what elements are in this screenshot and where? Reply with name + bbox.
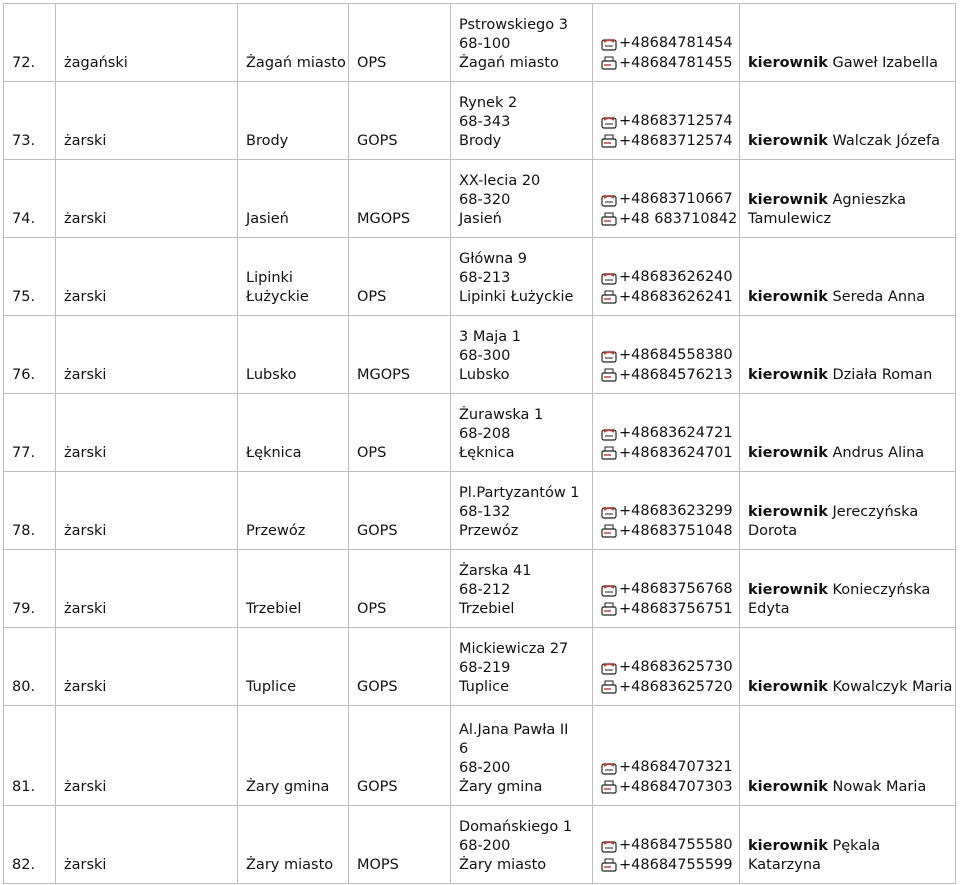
address-cell — [451, 238, 593, 316]
phone-number: +48683712574 — [619, 132, 733, 149]
gmina-cell: Lipinki Łużyckie — [238, 238, 349, 316]
contact-cell — [740, 82, 956, 160]
phone-icon — [601, 427, 617, 441]
row-number: 76. — [4, 316, 56, 394]
phone-number: +48683625720 — [619, 678, 733, 695]
phone-number: +48683624701 — [619, 444, 733, 461]
powiat-cell: żarski — [56, 806, 238, 884]
role-label: kierownik — [748, 582, 828, 598]
fax-icon — [601, 134, 617, 148]
contact-cell — [740, 806, 956, 884]
contact-name: Kowalczyk Maria — [832, 679, 953, 695]
phone-number: +48683756751 — [619, 600, 733, 617]
address-line: Główna 9 — [459, 251, 527, 267]
contact-name: Agnieszka Tamulewicz — [748, 192, 906, 227]
phone-line — [601, 502, 739, 522]
fax-line — [601, 600, 739, 620]
address-cell — [451, 4, 593, 82]
row-number: 81. — [4, 706, 56, 806]
contact-cell — [740, 316, 956, 394]
powiat-cell: żarski — [56, 394, 238, 472]
phones-cell — [593, 82, 740, 160]
phone-line — [601, 836, 739, 856]
contact-name: Gaweł Izabella — [832, 55, 938, 71]
phone-number: +48683624721 — [619, 425, 733, 442]
unit-type-cell: OPS — [349, 238, 451, 316]
contact-name: Jereczyńska Dorota — [748, 504, 919, 539]
phones-cell — [593, 4, 740, 82]
row-number: 78. — [4, 472, 56, 550]
address-line: Tuplice — [459, 679, 509, 695]
phone-number: +48684755599 — [619, 856, 733, 873]
fax-line — [601, 288, 739, 308]
phone-icon — [601, 761, 617, 775]
unit-type-cell: GOPS — [349, 628, 451, 706]
gmina-cell: Żary gmina — [238, 706, 349, 806]
contact-cell — [740, 394, 956, 472]
contact-cell — [740, 472, 956, 550]
phone-line — [601, 346, 739, 366]
address-line: Mickiewicza 27 — [459, 641, 569, 657]
phone-icon — [601, 193, 617, 207]
address-cell — [451, 550, 593, 628]
role-label: kierownik — [748, 445, 828, 461]
gmina-cell: Jasień — [238, 160, 349, 238]
contact-cell — [740, 160, 956, 238]
powiat-cell: żarski — [56, 160, 238, 238]
phone-line — [601, 190, 739, 210]
contact-cell — [740, 550, 956, 628]
role-label: kierownik — [748, 504, 828, 520]
address-cell — [451, 628, 593, 706]
contact-name: Sereda Anna — [832, 289, 926, 305]
phone-number: +48683712574 — [619, 113, 733, 130]
fax-icon — [601, 780, 617, 794]
powiat-cell: żarski — [56, 628, 238, 706]
table-row — [4, 550, 956, 628]
address-line: 68-213 — [459, 270, 511, 286]
row-number: 75. — [4, 238, 56, 316]
gmina-cell: Łęknica — [238, 394, 349, 472]
address-cell — [451, 472, 593, 550]
fax-line — [601, 54, 739, 74]
phone-number: +48684707303 — [619, 778, 733, 795]
address-line: Rynek 2 — [459, 95, 518, 111]
role-label: kierownik — [748, 367, 828, 383]
table-row — [4, 82, 956, 160]
address-line: Al.Jana Pawła II — [459, 722, 569, 738]
phone-number: +48683626240 — [619, 269, 733, 286]
phone-number: +48684576213 — [619, 366, 733, 383]
table-body — [4, 4, 956, 884]
row-number: 82. — [4, 806, 56, 884]
row-number: 80. — [4, 628, 56, 706]
fax-icon — [601, 56, 617, 70]
phones-cell — [593, 628, 740, 706]
unit-type-cell: GOPS — [349, 82, 451, 160]
powiat-cell: żarski — [56, 706, 238, 806]
gmina-cell: Brody — [238, 82, 349, 160]
table-row — [4, 706, 956, 806]
unit-type-cell: GOPS — [349, 706, 451, 806]
unit-type-cell: OPS — [349, 4, 451, 82]
address-line: 68-208 — [459, 426, 511, 442]
phone-line — [601, 658, 739, 678]
row-number: 72. — [4, 4, 56, 82]
unit-type-cell: OPS — [349, 394, 451, 472]
phone-number: +48684558380 — [619, 347, 733, 364]
phone-icon — [601, 37, 617, 51]
powiat-cell: żarski — [56, 550, 238, 628]
address-cell — [451, 82, 593, 160]
address-line: 68-320 — [459, 192, 511, 208]
row-number: 79. — [4, 550, 56, 628]
fax-icon — [601, 524, 617, 538]
phone-number: +48683623299 — [619, 503, 733, 520]
address-cell — [451, 160, 593, 238]
phone-line — [601, 424, 739, 444]
phone-icon — [601, 115, 617, 129]
address-line: Żary gmina — [459, 779, 543, 795]
address-line: Domańskiego 1 — [459, 819, 573, 835]
powiat-cell: żarski — [56, 316, 238, 394]
row-number: 73. — [4, 82, 56, 160]
fax-line — [601, 132, 739, 152]
address-line: Trzebiel — [459, 601, 515, 617]
address-line: 68-212 — [459, 582, 511, 598]
fax-line — [601, 778, 739, 798]
address-line: Przewóz — [459, 523, 519, 539]
phone-number: +48684707321 — [619, 759, 733, 776]
fax-line — [601, 366, 739, 386]
phone-icon — [601, 661, 617, 675]
role-label: kierownik — [748, 838, 828, 854]
powiat-cell: żagański — [56, 4, 238, 82]
fax-icon — [601, 858, 617, 872]
phones-cell — [593, 472, 740, 550]
contact-name: Walczak Józefa — [832, 133, 940, 149]
address-line: Lubsko — [459, 367, 510, 383]
phone-icon — [601, 583, 617, 597]
address-line: Żary miasto — [459, 857, 547, 873]
address-line: Żurawska 1 — [459, 407, 544, 423]
address-line: 68-300 — [459, 348, 511, 364]
phone-number: +48684781454 — [619, 35, 733, 52]
phone-line — [601, 758, 739, 778]
unit-type-cell: OPS — [349, 550, 451, 628]
phone-number: +48683626241 — [619, 288, 733, 305]
address-line: Łęknica — [459, 445, 515, 461]
fax-line — [601, 678, 739, 698]
phone-icon — [601, 271, 617, 285]
table-row — [4, 238, 956, 316]
unit-type-cell: MOPS — [349, 806, 451, 884]
powiat-cell: żarski — [56, 238, 238, 316]
phone-number: +48683710667 — [619, 191, 733, 208]
contact-name: Andrus Alina — [832, 445, 925, 461]
phones-cell — [593, 394, 740, 472]
phones-cell — [593, 160, 740, 238]
address-line: Żarska 41 — [459, 563, 532, 579]
address-line: Brody — [459, 133, 502, 149]
fax-icon — [601, 680, 617, 694]
contact-cell — [740, 628, 956, 706]
gmina-cell: Trzebiel — [238, 550, 349, 628]
role-label: kierownik — [748, 192, 828, 208]
address-line: Pstrowskiego 3 — [459, 17, 568, 33]
phone-number: +48 683710842 — [619, 210, 738, 227]
contact-name: Nowak Maria — [832, 779, 927, 795]
phones-cell — [593, 316, 740, 394]
unit-type-cell: MGOPS — [349, 160, 451, 238]
table-row — [4, 394, 956, 472]
phones-cell — [593, 806, 740, 884]
phone-line — [601, 268, 739, 288]
table-row — [4, 628, 956, 706]
table-row — [4, 472, 956, 550]
unit-type-cell: GOPS — [349, 472, 451, 550]
role-label: kierownik — [748, 133, 828, 149]
table-row — [4, 4, 956, 82]
gmina-cell: Lubsko — [238, 316, 349, 394]
fax-line — [601, 444, 739, 464]
gmina-cell: Tuplice — [238, 628, 349, 706]
powiat-cell: żarski — [56, 472, 238, 550]
address-line: 68-219 — [459, 660, 511, 676]
fax-icon — [601, 290, 617, 304]
address-line: 6 — [459, 741, 469, 757]
fax-icon — [601, 368, 617, 382]
table-row — [4, 316, 956, 394]
address-line: 68-200 — [459, 760, 511, 776]
address-line: 68-100 — [459, 36, 511, 52]
address-line: XX-lecia 20 — [459, 173, 541, 189]
address-line: Żagań miasto — [459, 55, 559, 71]
contact-name: Pękala Katarzyna — [748, 838, 881, 873]
address-line: 68-343 — [459, 114, 511, 130]
address-cell — [451, 316, 593, 394]
fax-icon — [601, 446, 617, 460]
phones-cell — [593, 550, 740, 628]
address-cell — [451, 706, 593, 806]
phone-number: +48683625730 — [619, 659, 733, 676]
gmina-cell: Przewóz — [238, 472, 349, 550]
phones-cell — [593, 706, 740, 806]
phone-icon — [601, 839, 617, 853]
address-line: 68-200 — [459, 838, 511, 854]
row-number: 74. — [4, 160, 56, 238]
contact-name: Konieczyńska Edyta — [748, 582, 931, 617]
contact-cell — [740, 706, 956, 806]
contact-cell — [740, 4, 956, 82]
table-row — [4, 806, 956, 884]
address-line: Jasień — [459, 211, 502, 227]
table-row — [4, 160, 956, 238]
fax-line — [601, 856, 739, 876]
gmina-cell: Żary miasto — [238, 806, 349, 884]
role-label: kierownik — [748, 779, 828, 795]
address-line: 68-132 — [459, 504, 511, 520]
address-line: 3 Maja 1 — [459, 329, 521, 345]
phone-number: +48684755580 — [619, 837, 733, 854]
role-label: kierownik — [748, 289, 828, 305]
address-cell — [451, 394, 593, 472]
fax-line — [601, 522, 739, 542]
phone-icon — [601, 349, 617, 363]
address-line: Pl.Partyzantów 1 — [459, 485, 580, 501]
phone-icon — [601, 505, 617, 519]
fax-line — [601, 210, 739, 230]
phone-number: +48684781455 — [619, 54, 733, 71]
phones-cell — [593, 238, 740, 316]
contact-name: Działa Roman — [832, 367, 933, 383]
phone-number: +48683756768 — [619, 581, 733, 598]
powiat-cell: żarski — [56, 82, 238, 160]
role-label: kierownik — [748, 679, 828, 695]
contact-cell — [740, 238, 956, 316]
phone-number: +48683751048 — [619, 522, 733, 539]
phone-line — [601, 112, 739, 132]
unit-type-cell: MGOPS — [349, 316, 451, 394]
address-cell — [451, 806, 593, 884]
fax-icon — [601, 212, 617, 226]
address-line: Lipinki Łużyckie — [459, 289, 574, 305]
fax-icon — [601, 602, 617, 616]
row-number: 77. — [4, 394, 56, 472]
ops-directory-table — [3, 3, 956, 884]
role-label: kierownik — [748, 55, 828, 71]
gmina-cell: Żagań miasto — [238, 4, 349, 82]
phone-line — [601, 34, 739, 54]
phone-line — [601, 580, 739, 600]
